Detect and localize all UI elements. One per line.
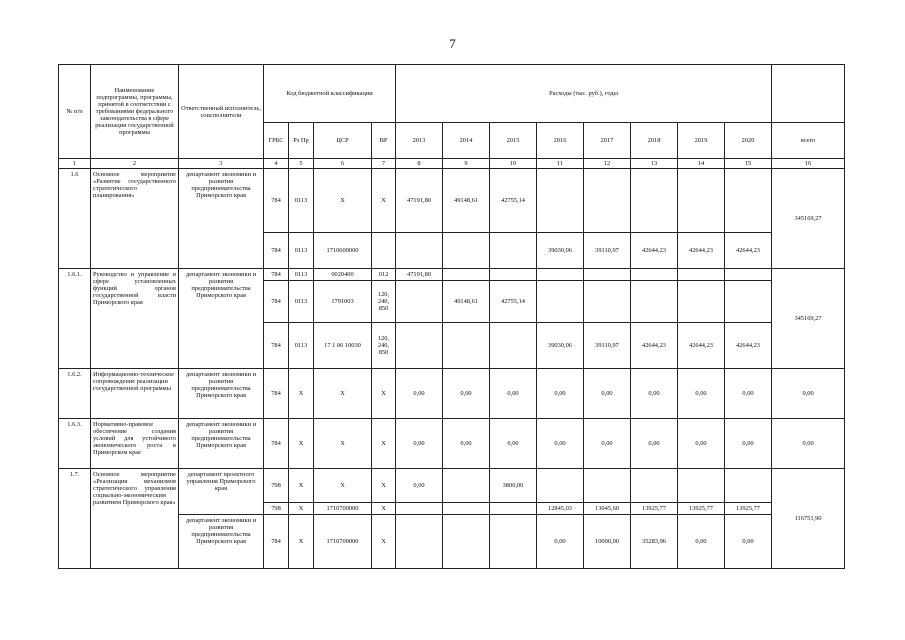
header-name: Наименование подпрограммы, программы, принятой в соответствии с требованиями федерального законодательства в сфере реализации государственной программы — [91, 65, 179, 159]
header-expenses: Расходы (тыс. руб.), годы — [396, 65, 772, 123]
cell-value — [537, 269, 584, 281]
cell-value: 0,00 — [725, 515, 772, 569]
cell-grbs: 784 — [264, 281, 289, 323]
cell-rzpr: 0113 — [289, 269, 314, 281]
cell-csr: 1710600000 — [314, 233, 372, 269]
column-number: 8 — [396, 159, 443, 169]
cell-value — [396, 503, 443, 515]
header-vr: ВР — [372, 123, 396, 159]
cell-vr: Х — [372, 503, 396, 515]
cell-value — [490, 515, 537, 569]
cell-vr: Х — [372, 515, 396, 569]
cell-csr: 17 1 06 10030 — [314, 323, 372, 369]
row-num: 1.6.3. — [59, 419, 91, 469]
column-number: 4 — [264, 159, 289, 169]
header-year: 2017 — [584, 123, 631, 159]
column-number: 13 — [631, 159, 678, 169]
cell-value: 0,00 — [725, 369, 772, 419]
row-num: 1.6.2. — [59, 369, 91, 419]
cell-value: 39030,06 — [537, 323, 584, 369]
cell-value — [725, 469, 772, 503]
row-executor: департамент проектного управления Приморского края — [179, 469, 264, 515]
cell-value — [537, 169, 584, 233]
header-executor: Ответственный исполнитель, соисполнители — [179, 65, 264, 159]
cell-grbs: 784 — [264, 233, 289, 269]
table-row — [59, 169, 845, 233]
cell-total: 116751,90 — [772, 469, 845, 569]
cell-value: 49148,61 — [443, 281, 490, 323]
cell-rzpr: Х — [289, 369, 314, 419]
cell-value — [631, 281, 678, 323]
row-executor: департамент экономики и развития предпринимательства Приморского края — [179, 369, 264, 419]
cell-value: 47191,80 — [396, 269, 443, 281]
cell-grbs: 798 — [264, 469, 289, 503]
cell-vr: Х — [372, 369, 396, 419]
cell-value: 10000,00 — [584, 515, 631, 569]
cell-value — [678, 281, 725, 323]
header-year: 2014 — [443, 123, 490, 159]
cell-rzpr: Х — [289, 469, 314, 503]
cell-value — [443, 515, 490, 569]
cell-value: 0,00 — [584, 369, 631, 419]
column-number: 5 — [289, 159, 314, 169]
cell-value: 42644,23 — [631, 233, 678, 269]
header-csr: ЦСР — [314, 123, 372, 159]
header-year: 2019 — [678, 123, 725, 159]
cell-value — [678, 469, 725, 503]
cell-grbs: 798 — [264, 503, 289, 515]
column-number: 7 — [372, 159, 396, 169]
cell-vr: 120, 240, 850 — [372, 281, 396, 323]
cell-value: 0,00 — [537, 369, 584, 419]
cell-total: 345169,27 — [772, 169, 845, 269]
cell-value: 0,00 — [631, 369, 678, 419]
row-executor: департамент экономики и развития предпринимательства Приморского края — [179, 269, 264, 369]
cell-vr: Х — [372, 169, 396, 233]
column-number: 12 — [584, 159, 631, 169]
cell-grbs: 784 — [264, 515, 289, 569]
cell-value — [678, 269, 725, 281]
cell-value: 39110,97 — [584, 233, 631, 269]
cell-value: 13925,77 — [631, 503, 678, 515]
header-grbs: ГРБС — [264, 123, 289, 159]
cell-value — [725, 169, 772, 233]
cell-value: 39110,97 — [584, 323, 631, 369]
cell-value: 0,00 — [396, 469, 443, 503]
column-number: 10 — [490, 159, 537, 169]
header-year: 2016 — [537, 123, 584, 159]
header-year: 2013 — [396, 123, 443, 159]
cell-csr: Х — [314, 169, 372, 233]
row-name: Информационно-техническое сопровождение реализации государственной программы — [91, 369, 179, 419]
cell-value — [584, 469, 631, 503]
column-number: 2 — [91, 159, 179, 169]
row-name: Основное мероприятие «Реализация механизмов стратегического управления социально-экономическим развитием Приморского края» — [91, 469, 179, 569]
column-number: 9 — [443, 159, 490, 169]
cell-value — [537, 281, 584, 323]
row-name: Нормативно-правовое обеспечение создания условий для устойчивого экономического роста в Приморском крае — [91, 419, 179, 469]
cell-value: 42644,23 — [631, 323, 678, 369]
table-row — [59, 419, 845, 469]
cell-grbs: 784 — [264, 323, 289, 369]
row-executor: департамент экономики и развития предпринимательства Приморского края — [179, 515, 264, 569]
cell-value — [443, 233, 490, 269]
header-year: 2020 — [725, 123, 772, 159]
cell-value — [396, 233, 443, 269]
row-num: 1.7. — [59, 469, 91, 569]
cell-grbs: 784 — [264, 369, 289, 419]
cell-csr: Х — [314, 469, 372, 503]
cell-value: 3800,00 — [490, 469, 537, 503]
cell-value — [725, 269, 772, 281]
cell-value — [725, 281, 772, 323]
cell-value — [443, 469, 490, 503]
cell-value: 13925,77 — [678, 503, 725, 515]
cell-value: 0,00 — [725, 419, 772, 469]
cell-value — [678, 169, 725, 233]
cell-value — [396, 281, 443, 323]
cell-vr: Х — [372, 469, 396, 503]
header-total: всего — [772, 123, 845, 159]
cell-value: 0,00 — [396, 369, 443, 419]
cell-csr: Х — [314, 369, 372, 419]
column-number: 3 — [179, 159, 264, 169]
cell-value: 35283,96 — [631, 515, 678, 569]
column-number: 6 — [314, 159, 372, 169]
column-number: 1 — [59, 159, 91, 169]
cell-value: 0,00 — [443, 419, 490, 469]
cell-value: 42644,23 — [725, 323, 772, 369]
row-executor: департамент экономики и развития предпринимательства Приморского края — [179, 169, 264, 269]
cell-value: 0,00 — [537, 515, 584, 569]
cell-value — [584, 269, 631, 281]
row-num: 1.6 — [59, 169, 91, 269]
table-row — [59, 369, 845, 419]
header-num: № п/п — [59, 65, 91, 159]
cell-value — [584, 169, 631, 233]
cell-grbs: 784 — [264, 269, 289, 281]
header-year: 2015 — [490, 123, 537, 159]
row-name: Руководство и управление в сфере установленных функций органов государственной власти Приморского края — [91, 269, 179, 369]
header-rzpr: Рз Пр — [289, 123, 314, 159]
cell-value: 49148,61 — [443, 169, 490, 233]
table-row — [59, 469, 845, 503]
cell-value — [490, 233, 537, 269]
cell-value: 42644,23 — [678, 233, 725, 269]
cell-value — [490, 269, 537, 281]
cell-value — [396, 323, 443, 369]
cell-value — [443, 503, 490, 515]
cell-value — [631, 269, 678, 281]
cell-value: 0,00 — [490, 369, 537, 419]
cell-total: 345169,27 — [772, 269, 845, 369]
row-num: 1.6.1. — [59, 269, 91, 369]
column-number: 15 — [725, 159, 772, 169]
cell-value — [631, 169, 678, 233]
cell-csr: 0020400 — [314, 269, 372, 281]
cell-value — [490, 503, 537, 515]
cell-value — [584, 281, 631, 323]
cell-value: 0,00 — [631, 419, 678, 469]
cell-value: 13045,60 — [584, 503, 631, 515]
cell-value: 12845,03 — [537, 503, 584, 515]
cell-value — [443, 269, 490, 281]
cell-rzpr: 0113 — [289, 323, 314, 369]
column-number: 14 — [678, 159, 725, 169]
cell-value: 42755,14 — [490, 281, 537, 323]
budget-table — [58, 64, 845, 569]
cell-rzpr: Х — [289, 419, 314, 469]
cell-value: 0,00 — [678, 515, 725, 569]
cell-value: 0,00 — [678, 369, 725, 419]
cell-total: 0,00 — [772, 419, 845, 469]
cell-value: 42755,14 — [490, 169, 537, 233]
cell-value: 0,00 — [537, 419, 584, 469]
cell-value: 0,00 — [396, 419, 443, 469]
cell-vr — [372, 233, 396, 269]
cell-rzpr: 0113 — [289, 233, 314, 269]
cell-value — [396, 515, 443, 569]
cell-value: 42644,23 — [678, 323, 725, 369]
cell-rzpr: Х — [289, 503, 314, 515]
cell-total: 0,00 — [772, 369, 845, 419]
cell-csr: 1791003 — [314, 281, 372, 323]
cell-rzpr: 0113 — [289, 169, 314, 233]
cell-vr: 120, 240, 850 — [372, 323, 396, 369]
cell-value: 0,00 — [490, 419, 537, 469]
cell-value: 42644,23 — [725, 233, 772, 269]
cell-grbs: 784 — [264, 169, 289, 233]
cell-rzpr: 0113 — [289, 281, 314, 323]
header-budget-code: Код бюджетной классификации — [264, 65, 396, 123]
column-number: 16 — [772, 159, 845, 169]
cell-value — [537, 469, 584, 503]
cell-grbs: 784 — [264, 419, 289, 469]
cell-csr: 1710700000 — [314, 503, 372, 515]
cell-value: 0,00 — [584, 419, 631, 469]
cell-value: 13925,77 — [725, 503, 772, 515]
cell-csr: Х — [314, 419, 372, 469]
cell-value: 0,00 — [678, 419, 725, 469]
cell-value: 39030,06 — [537, 233, 584, 269]
cell-value — [443, 323, 490, 369]
cell-csr: 1710700000 — [314, 515, 372, 569]
header-year: 2018 — [631, 123, 678, 159]
header-empty — [772, 65, 845, 123]
column-number-row — [59, 159, 845, 169]
row-executor: департамент экономики и развития предпринимательства Приморского края — [179, 419, 264, 469]
cell-value — [631, 469, 678, 503]
cell-vr: 012 — [372, 269, 396, 281]
cell-rzpr: Х — [289, 515, 314, 569]
row-name: Основное мероприятие «Развитие государственного стратегического планирования» — [91, 169, 179, 269]
cell-value — [490, 323, 537, 369]
column-number: 11 — [537, 159, 584, 169]
cell-value: 0,00 — [443, 369, 490, 419]
table-row — [59, 269, 845, 281]
cell-vr: Х — [372, 419, 396, 469]
cell-value: 47191,80 — [396, 169, 443, 233]
page-number: 7 — [449, 36, 456, 51]
